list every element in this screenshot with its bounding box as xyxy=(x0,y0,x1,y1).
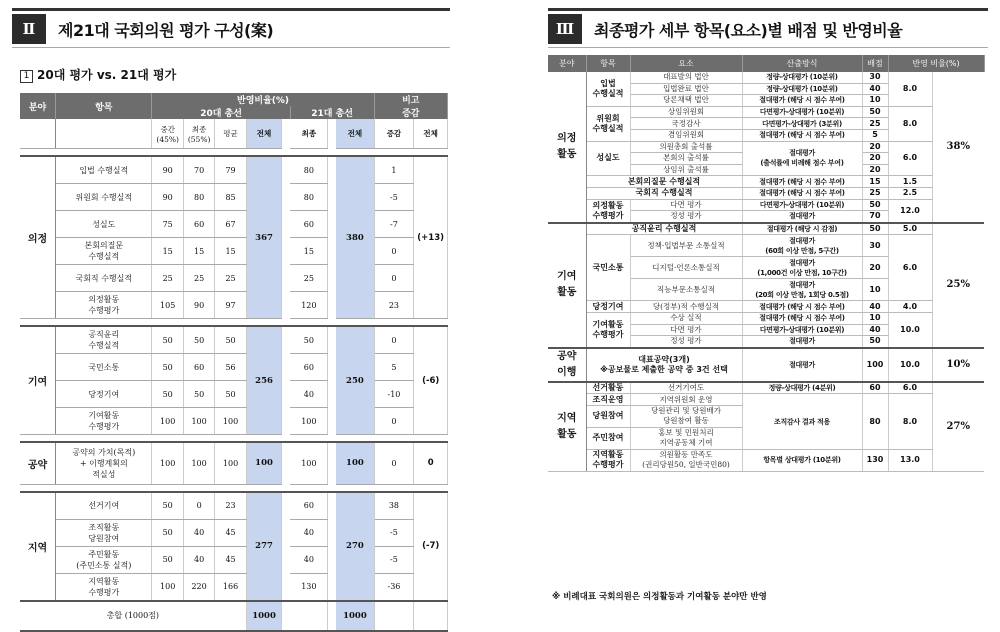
total21-value: 1000 xyxy=(336,601,374,631)
detail-row xyxy=(548,449,984,471)
col-total20: 전체 xyxy=(246,119,282,149)
final21-value: 40 xyxy=(290,519,328,546)
method-label: 항목별 상대평가 (10분위) xyxy=(742,449,862,471)
score-value: 10 xyxy=(862,312,888,324)
diff-total-cell: (-7) xyxy=(414,492,448,601)
table-row xyxy=(20,492,448,520)
category-label: 공약 이행 xyxy=(548,348,586,382)
item-label: 국회직 수행실적 xyxy=(56,265,152,292)
final21-value: 100 xyxy=(290,408,328,435)
weight-value: 12.0 xyxy=(888,199,932,223)
total20-value: 1000 xyxy=(246,601,282,631)
detail-row xyxy=(548,141,984,153)
header-election21: 21대 총선 xyxy=(290,106,374,119)
item-label: 의정활동 수행평가 xyxy=(56,292,152,319)
detail-row xyxy=(548,312,984,324)
score-value: 15 xyxy=(862,176,888,188)
element-label: 선거기여도 xyxy=(630,382,742,394)
final-value: 220 xyxy=(183,573,214,601)
element-label: 정성 평가 xyxy=(630,211,742,223)
mid-value: 25 xyxy=(152,265,183,292)
rheader-item: 항목 xyxy=(586,55,630,72)
final-value: 60 xyxy=(183,211,214,238)
category-label: 기여 활동 xyxy=(548,223,586,348)
method-label: 다면평가-상대평가 (3분위) xyxy=(742,118,862,130)
diff-value: -5 xyxy=(374,519,414,546)
header-category: 분야 xyxy=(20,93,56,119)
mid-value: 50 xyxy=(152,354,183,381)
item-label: 지역활동 수행평가 xyxy=(56,573,152,601)
category-label: 지역 xyxy=(20,492,56,601)
rheader-ratio: 반영 비율(%) xyxy=(888,55,984,72)
detail-row xyxy=(548,106,984,118)
diff-value: 0 xyxy=(374,442,414,484)
final21-value: 60 xyxy=(290,492,328,520)
element-label: 당(정부)적 수행실적 xyxy=(630,301,742,313)
detail-row xyxy=(548,187,984,199)
score-value: 50 xyxy=(862,223,888,235)
mid-value: 100 xyxy=(152,442,183,484)
avg-value: 166 xyxy=(215,573,246,601)
category-label: 지역 활동 xyxy=(548,382,586,472)
col-mid: 중간 (45%) xyxy=(152,119,183,149)
method-label: 절대평가 (해당 시 점수 부여) xyxy=(742,312,862,324)
method-label: 절대평가 (60회 이상 만점, 5구간) xyxy=(742,235,862,257)
score-value: 100 xyxy=(862,348,888,382)
mid-value: 100 xyxy=(152,408,183,435)
weight-value: 13.0 xyxy=(888,449,932,471)
avg-value: 79 xyxy=(215,156,246,184)
diff-value: 0 xyxy=(374,265,414,292)
element-label: 디지털·언론소통실적 xyxy=(630,257,742,279)
diff-value: -7 xyxy=(374,211,414,238)
subtitle-number-box: 1 xyxy=(20,70,33,83)
avg-value: 45 xyxy=(215,546,246,573)
avg-value: 23 xyxy=(215,492,246,520)
total-row xyxy=(20,601,448,631)
item-label: 국민소통 xyxy=(56,354,152,381)
section-title-bar-right xyxy=(548,8,988,48)
final21-value: 40 xyxy=(290,546,328,573)
method-label: 절대평가 xyxy=(742,348,862,382)
final21-value: 130 xyxy=(290,573,328,601)
header-change: 증감 xyxy=(374,106,447,119)
total21-cell: 270 xyxy=(336,492,374,601)
score-value: 60 xyxy=(862,382,888,394)
header-compare: 비고 xyxy=(374,93,447,106)
element-label: 상임위원회 xyxy=(630,106,742,118)
score-value: 50 xyxy=(862,106,888,118)
table-row xyxy=(20,381,448,408)
ratio-percent: 38% xyxy=(932,72,984,223)
final-value: 100 xyxy=(183,408,214,435)
detail-row xyxy=(548,223,984,235)
score-value: 50 xyxy=(862,199,888,211)
final21-value: 50 xyxy=(290,326,328,354)
detail-table xyxy=(548,55,985,472)
diff-value: -10 xyxy=(374,381,414,408)
total20-cell: 367 xyxy=(246,156,282,319)
score-value: 30 xyxy=(862,235,888,257)
score-value: 20 xyxy=(862,153,888,165)
category-label: 공약 xyxy=(20,442,56,484)
method-label: 절대평가 (해당 시 점수 부여) xyxy=(742,187,862,199)
avg-value: 45 xyxy=(215,519,246,546)
item-label: 대표공약(3개) ※공보물로 제출한 공약 중 3건 선택 xyxy=(586,348,742,382)
detail-row xyxy=(548,235,984,257)
score-value: 40 xyxy=(862,83,888,95)
element-label: 홍보 및 민원처리 지역공동체 기여 xyxy=(630,427,742,449)
item-label: 위원회 수행실적 xyxy=(56,184,152,211)
item-label: 당정기여 xyxy=(56,381,152,408)
score-value: 10 xyxy=(862,95,888,107)
detail-row xyxy=(548,348,984,382)
mid-value: 15 xyxy=(152,238,183,265)
final-value: 70 xyxy=(183,156,214,184)
method-label: 다면평가-상대평가 (10분위) xyxy=(742,199,862,211)
item-label: 공직윤리 수행실적 xyxy=(56,326,152,354)
method-label: 절대평가 (출석률에 비례해 점수 부여) xyxy=(742,141,862,176)
col-final: 최종 (55%) xyxy=(183,119,214,149)
avg-value: 67 xyxy=(215,211,246,238)
score-value: 25 xyxy=(862,187,888,199)
mid-value: 75 xyxy=(152,211,183,238)
item-label: 입법 수행실적 xyxy=(586,72,630,106)
method-label: 절대평가 (해당 시 점수 부여) xyxy=(742,129,862,141)
element-label: 당원관리 및 당원배가 당원참여 활동 xyxy=(630,405,742,427)
diff-value: 0 xyxy=(374,408,414,435)
final-value: 100 xyxy=(183,442,214,484)
left-panel xyxy=(12,0,450,621)
avg-value: 100 xyxy=(215,442,246,484)
item-label: 당정기여 xyxy=(586,301,630,313)
item-label: 입법 수행실적 xyxy=(56,156,152,184)
col-avg: 평균 xyxy=(215,119,246,149)
detail-row xyxy=(548,301,984,313)
category-label: 의정 xyxy=(20,156,56,319)
diff-total-cell: (+13) xyxy=(414,156,448,319)
diff-value: -5 xyxy=(374,184,414,211)
total20-cell: 256 xyxy=(246,326,282,435)
method-label: 절대평가 xyxy=(742,211,862,223)
table-row xyxy=(20,156,448,184)
score-value: 20 xyxy=(862,141,888,153)
mid-value: 50 xyxy=(152,492,183,520)
final21-value: 60 xyxy=(290,354,328,381)
final21-value: 80 xyxy=(290,184,328,211)
mid-value: 105 xyxy=(152,292,183,319)
diff-value: -5 xyxy=(374,546,414,573)
detail-row xyxy=(548,199,984,211)
detail-row xyxy=(548,394,984,406)
item-label: 기여활동 수행평가 xyxy=(586,312,630,347)
score-value: 130 xyxy=(862,449,888,471)
detail-row xyxy=(548,72,984,83)
diff-value: 1 xyxy=(374,156,414,184)
element-label: 다면 평가 xyxy=(630,199,742,211)
item-label: 의정활동 수행평가 xyxy=(586,199,630,223)
method-label: 절대평가 (20회 이상 만점, 1회당 0.5점) xyxy=(742,279,862,301)
final-value: 90 xyxy=(183,292,214,319)
score-value: 10 xyxy=(862,279,888,301)
item-label: 조직운영 xyxy=(586,394,630,406)
rheader-score: 배점 xyxy=(862,55,888,72)
final21-value: 100 xyxy=(290,442,328,484)
item-label: 국회직 수행실적 xyxy=(586,187,742,199)
table-row xyxy=(20,573,448,601)
weight-value: 2.5 xyxy=(888,187,932,199)
col-diff: 증감 xyxy=(374,119,414,149)
mid-value: 50 xyxy=(152,381,183,408)
header-item: 항목 xyxy=(56,93,152,119)
weight-value: 8.0 xyxy=(888,72,932,106)
method-label: 절대평가 (해당 시 점수 부여) xyxy=(742,95,862,107)
weight-value: 5.0 xyxy=(888,223,932,235)
final-value: 25 xyxy=(183,265,214,292)
mid-value: 90 xyxy=(152,184,183,211)
element-label: 본회의 출석률 xyxy=(630,153,742,165)
table-row xyxy=(20,292,448,319)
section-number-right: Ⅲ xyxy=(548,14,582,44)
avg-value: 50 xyxy=(215,326,246,354)
element-label: 직능부문소통실적 xyxy=(630,279,742,301)
final-value: 50 xyxy=(183,326,214,354)
element-label: 다면 평가 xyxy=(630,324,742,336)
final-value: 40 xyxy=(183,519,214,546)
method-label: 절대평가 (1,000건 이상 만점, 10구간) xyxy=(742,257,862,279)
item-label: 국민소통 xyxy=(586,235,630,301)
weight-value: 10.0 xyxy=(888,312,932,347)
element-label: 의원총회 출석률 xyxy=(630,141,742,153)
weight-value: 6.0 xyxy=(888,141,932,176)
col-total21: 전체 xyxy=(336,119,374,149)
detail-row xyxy=(548,176,984,188)
ratio-percent: 10% xyxy=(932,348,984,382)
section-title-bar xyxy=(12,8,450,48)
final21-value: 25 xyxy=(290,265,328,292)
subtitle-text: 20대 평가 vs. 21대 평가 xyxy=(37,68,177,82)
method-label: 다면평가-상대평가 (10분위) xyxy=(742,324,862,336)
final21-value: 120 xyxy=(290,292,328,319)
score-value: 25 xyxy=(862,118,888,130)
score-value: 30 xyxy=(862,72,888,83)
item-label: 지역활동 수행평가 xyxy=(586,449,630,471)
table-row xyxy=(20,546,448,573)
score-value: 50 xyxy=(862,336,888,348)
element-label: 대표발의 법안 xyxy=(630,72,742,83)
col-final21: 최종 xyxy=(290,119,328,149)
avg-value: 56 xyxy=(215,354,246,381)
item-label: 주민활동 (주민소통 실적) xyxy=(56,546,152,573)
avg-value: 85 xyxy=(215,184,246,211)
subtitle xyxy=(20,66,176,83)
final21-value: 80 xyxy=(290,156,328,184)
table-row xyxy=(20,442,448,484)
rheader-method: 산출방식 xyxy=(742,55,862,72)
ratio-percent: 25% xyxy=(932,223,984,348)
final-value: 60 xyxy=(183,354,214,381)
element-label: 수상 실적 xyxy=(630,312,742,324)
diff-value: 0 xyxy=(374,326,414,354)
section-title: 제21대 국회의원 평가 구성(案) xyxy=(58,20,274,40)
total-label: 총합 (1000점) xyxy=(20,601,246,631)
element-label: 의원활동 만족도 (권리당원50, 일반국민80) xyxy=(630,449,742,471)
score-value: 20 xyxy=(862,257,888,279)
item-label: 기여활동 수행평가 xyxy=(56,408,152,435)
mid-value: 50 xyxy=(152,519,183,546)
item-label: 선거활동 xyxy=(586,382,630,394)
method-label: 절대평가 (해당 시 감점) xyxy=(742,223,862,235)
avg-value: 15 xyxy=(215,238,246,265)
total21-cell: 250 xyxy=(336,326,374,435)
table-row xyxy=(20,354,448,381)
method-label: 절대평가 xyxy=(742,336,862,348)
table-row xyxy=(20,184,448,211)
final21-value: 15 xyxy=(290,238,328,265)
table-row xyxy=(20,408,448,435)
total20-cell: 100 xyxy=(246,442,282,484)
mid-value: 100 xyxy=(152,573,183,601)
header-ratio: 반영비율(%) xyxy=(152,93,374,106)
score-value: 20 xyxy=(862,164,888,176)
table-row xyxy=(20,238,448,265)
section-title-right: 최종평가 세부 항목(요소)별 배점 및 반영비율 xyxy=(594,20,903,40)
header-election20: 20대 총선 xyxy=(152,106,290,119)
item-label: 위원회 수행실적 xyxy=(586,106,630,141)
item-label: 조직활동 당원참여 xyxy=(56,519,152,546)
rheader-element: 요소 xyxy=(630,55,742,72)
category-label: 의정 활동 xyxy=(548,72,586,223)
score-value: 70 xyxy=(862,211,888,223)
diff-value: 23 xyxy=(374,292,414,319)
table-row xyxy=(20,519,448,546)
item-label: 공직윤리 수행실적 xyxy=(586,223,742,235)
item-label: 성실도 xyxy=(586,141,630,176)
avg-value: 50 xyxy=(215,381,246,408)
item-label: 본회의질문 수행실적 xyxy=(56,238,152,265)
table-row xyxy=(20,326,448,354)
ratio-percent: 27% xyxy=(932,382,984,472)
final-value: 0 xyxy=(183,492,214,520)
element-label: 국정감사 xyxy=(630,118,742,130)
table-row xyxy=(20,211,448,238)
weight-value: 4.0 xyxy=(888,301,932,313)
diff-value: 38 xyxy=(374,492,414,520)
weight-value: 8.0 xyxy=(888,106,932,141)
item-label: 선거기여 xyxy=(56,492,152,520)
footnote: ※ 비례대표 국회의원은 의정활동과 기여활동 분야만 반영 xyxy=(552,592,767,602)
element-label: 겸임위원회 xyxy=(630,129,742,141)
element-label: 입법완료 법안 xyxy=(630,83,742,95)
final-value: 40 xyxy=(183,546,214,573)
score-value: 40 xyxy=(862,324,888,336)
weight-value: 8.0 xyxy=(888,394,932,450)
method-label: 다면평가-상대평가 (10분위) xyxy=(742,106,862,118)
final21-value: 60 xyxy=(290,211,328,238)
final-value: 50 xyxy=(183,381,214,408)
element-label: 당론채택 법안 xyxy=(630,95,742,107)
element-label: 정성 평가 xyxy=(630,336,742,348)
weight-value: 1.5 xyxy=(888,176,932,188)
diff-value: 5 xyxy=(374,354,414,381)
score-value: 80 xyxy=(862,394,888,450)
diff-value: 0 xyxy=(374,238,414,265)
avg-value: 25 xyxy=(215,265,246,292)
method-label: 조직감사 결과 적용 xyxy=(742,394,862,450)
section-number: Ⅱ xyxy=(12,14,46,44)
final-value: 15 xyxy=(183,238,214,265)
detail-row xyxy=(548,382,984,394)
element-label: 지역위원회 운영 xyxy=(630,394,742,406)
col-diff-total: 전체 xyxy=(414,119,448,149)
score-value: 5 xyxy=(862,129,888,141)
method-label: 정량-상대평가 (10분위) xyxy=(742,72,862,83)
final21-value: 40 xyxy=(290,381,328,408)
method-label: 정량-상대평가 (4분위) xyxy=(742,382,862,394)
weight-value: 6.0 xyxy=(888,382,932,394)
total21-cell: 380 xyxy=(336,156,374,319)
element-label: 정책·입법부문 소통실적 xyxy=(630,235,742,257)
right-panel xyxy=(548,0,988,602)
method-label: 정량-상대평가 (10분위) xyxy=(742,83,862,95)
weight-value: 10.0 xyxy=(888,348,932,382)
mid-value: 90 xyxy=(152,156,183,184)
weight-value: 6.0 xyxy=(888,235,932,301)
diff-total-cell: (-6) xyxy=(414,326,448,435)
avg-value: 100 xyxy=(215,408,246,435)
element-label: 상임위 출석률 xyxy=(630,164,742,176)
total20-cell: 277 xyxy=(246,492,282,601)
item-label: 당원참여 xyxy=(586,405,630,427)
avg-value: 97 xyxy=(215,292,246,319)
comparison-table xyxy=(20,93,448,632)
item-label: 본회의질문 수행실적 xyxy=(586,176,742,188)
mid-value: 50 xyxy=(152,326,183,354)
score-value: 40 xyxy=(862,301,888,313)
total21-cell: 100 xyxy=(336,442,374,484)
table-row xyxy=(20,265,448,292)
diff-total-cell: 0 xyxy=(414,442,448,484)
diff-value: -36 xyxy=(374,573,414,601)
method-label: 절대평가 (해당 시 점수 부여) xyxy=(742,301,862,313)
method-label: 절대평가 (해당 시 점수 부여) xyxy=(742,176,862,188)
mid-value: 50 xyxy=(152,546,183,573)
item-label: 성실도 xyxy=(56,211,152,238)
rheader-category: 분야 xyxy=(548,55,586,72)
category-label: 기여 xyxy=(20,326,56,435)
final-value: 80 xyxy=(183,184,214,211)
item-label: 공약의 가치(목적) + 이행계획의 적실성 xyxy=(56,442,152,484)
item-label: 주민참여 xyxy=(586,427,630,449)
